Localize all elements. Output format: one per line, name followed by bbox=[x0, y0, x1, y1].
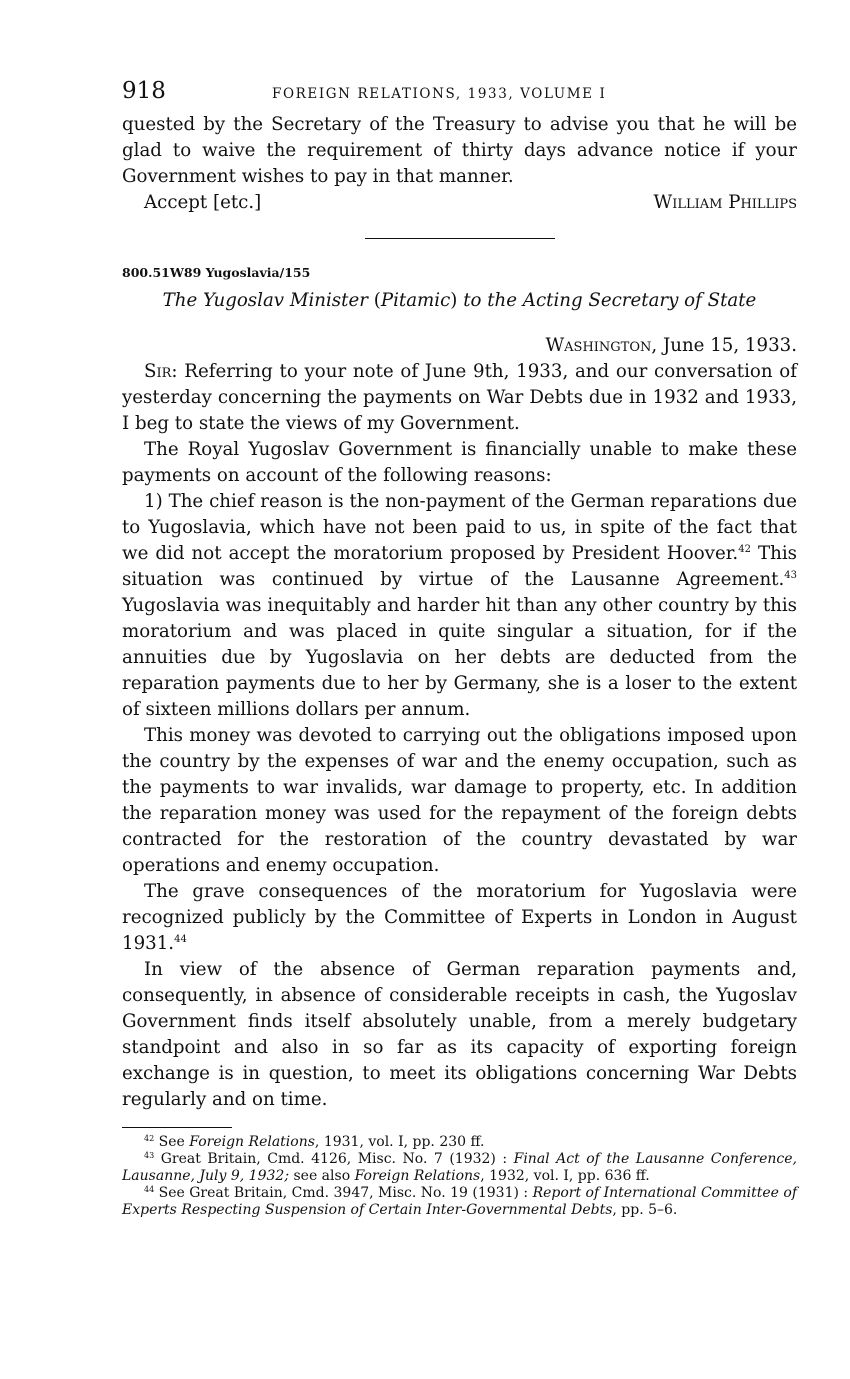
paragraph: The Royal Yugoslav Government is financially unable to make these payments on account of the following reasons: bbox=[122, 439, 797, 486]
footnote-reference: 42 bbox=[738, 544, 751, 555]
place-date bbox=[122, 333, 797, 359]
heading-paren-close: ) bbox=[450, 290, 458, 311]
place: Washington bbox=[545, 335, 652, 356]
file-reference: 800.51W89 Yugoslavia/155 bbox=[122, 265, 311, 280]
footnote bbox=[122, 1185, 797, 1219]
footnote bbox=[122, 1134, 797, 1151]
paragraph-text: This situation was continued by virtue of the Lausanne Agreement. bbox=[122, 543, 797, 590]
footnote-text: Great Britain, Cmd. 4126, Misc. No. 7 (1932) : bbox=[160, 1151, 514, 1167]
closing-paragraph: quested by the Secretary of the Treasury to advise you that he will be glad to waive the requirement of thirty days advance notice if your Government wishes to pay in that manner. bbox=[122, 114, 797, 187]
footnote-title: Final Act of the Lausanne Conference, Lausanne, July 9, 1932; bbox=[122, 1151, 797, 1184]
footnote-title: Report of International Committee of Experts Respecting Suspension of Certain Inter-Governmental Debts bbox=[122, 1185, 798, 1218]
paragraph bbox=[122, 489, 797, 723]
footnote-mark: 44 bbox=[144, 1185, 155, 1194]
heading-minister-name: Pitamic bbox=[380, 290, 451, 311]
paragraph-text: The grave consequences of the moratorium for Yugoslavia were recognized publicly by the Committee of Experts in London in August 1931. bbox=[122, 881, 797, 954]
previous-document-text bbox=[122, 112, 797, 190]
paragraph bbox=[122, 879, 797, 957]
paragraph: In view of the absence of German reparation payments and, consequently, in absence of considerable receipts in cash, the Yugoslav Government finds itself absolutely unable, from a merely budgetary standpoint and also in so far as its capacity of exporting foreign exchange is in question, to meet its obligations concerning War Debts regularly and on time. bbox=[122, 959, 797, 1110]
heading-part: The Yugoslav Minister bbox=[162, 290, 368, 311]
heading-paren-open: ( bbox=[373, 290, 381, 311]
opening-text: : Referring to your note of June 9th, 1933, and our conversation of yesterday concerning the payments on War Debts due in 1932 and 1933, I beg to state the views of my Government. bbox=[122, 361, 797, 434]
footnote-text: See Great Britain, Cmd. 3947, Misc. No. 19 (1931) : bbox=[158, 1185, 533, 1201]
salutation: Sir bbox=[144, 361, 172, 382]
signature: William Phillips bbox=[653, 192, 797, 213]
footnote-text: , 1931, vol. I, pp. 230 ff. bbox=[314, 1134, 485, 1150]
footnote-title: Foreign Relations bbox=[189, 1134, 315, 1150]
opening-paragraph bbox=[122, 359, 797, 437]
footnotes bbox=[122, 1134, 797, 1219]
complimentary-close: Accept [etc.] bbox=[144, 192, 262, 213]
heading-part: to the Acting Secretary of State bbox=[463, 290, 757, 311]
paragraph-text: 1) The chief reason is the non-payment of the German reparations due to Yugoslavia, which have not been paid to us, in spite of the fact that we did not accept the moratorium proposed by President Hoover. bbox=[122, 491, 797, 564]
footnote-text: , pp. 5–6. bbox=[612, 1202, 678, 1218]
running-title: FOREIGN RELATIONS, 1933, VOLUME I bbox=[272, 86, 607, 102]
running-head bbox=[122, 78, 797, 112]
document-page bbox=[122, 78, 797, 1219]
footnote-reference: 44 bbox=[174, 934, 187, 945]
footnote-title: Foreign Relations bbox=[354, 1168, 481, 1184]
footnote-text: , 1932, vol. I, pp. 636 ff. bbox=[480, 1168, 650, 1184]
paragraph: This money was devoted to carrying out the obligations imposed upon the country by the expenses of war and the enemy occupation, such as the payments to war invalids, war damage to property, etc. In addition the reparation money was used for the repayment of the foreign debts contracted for the restoration of the country devastated by war operations and enemy occupation. bbox=[122, 725, 797, 876]
footnote bbox=[122, 1151, 797, 1185]
date: , June 15, 1933. bbox=[651, 335, 797, 356]
footnote-reference: 43 bbox=[784, 570, 797, 581]
letter-body bbox=[122, 359, 797, 1113]
footnote-text: see also bbox=[289, 1168, 355, 1184]
footnote-mark: 42 bbox=[144, 1134, 155, 1143]
footnote-text: See bbox=[158, 1134, 190, 1150]
document-heading bbox=[122, 290, 797, 311]
page-number: 918 bbox=[122, 78, 166, 104]
signature-line bbox=[122, 190, 797, 216]
footnote-mark: 43 bbox=[144, 1151, 155, 1160]
section-divider bbox=[365, 238, 555, 239]
footnote-rule bbox=[122, 1127, 232, 1128]
paragraph-text: Yugoslavia was inequitably and harder hit than any other country by this moratorium and was placed in quite singular a situation, for if the annuities due by Yugoslavia on her debts are deducted from the reparation payments due to her by Germany, she is a loser to the extent of sixteen millions dollars per annum. bbox=[122, 595, 797, 720]
